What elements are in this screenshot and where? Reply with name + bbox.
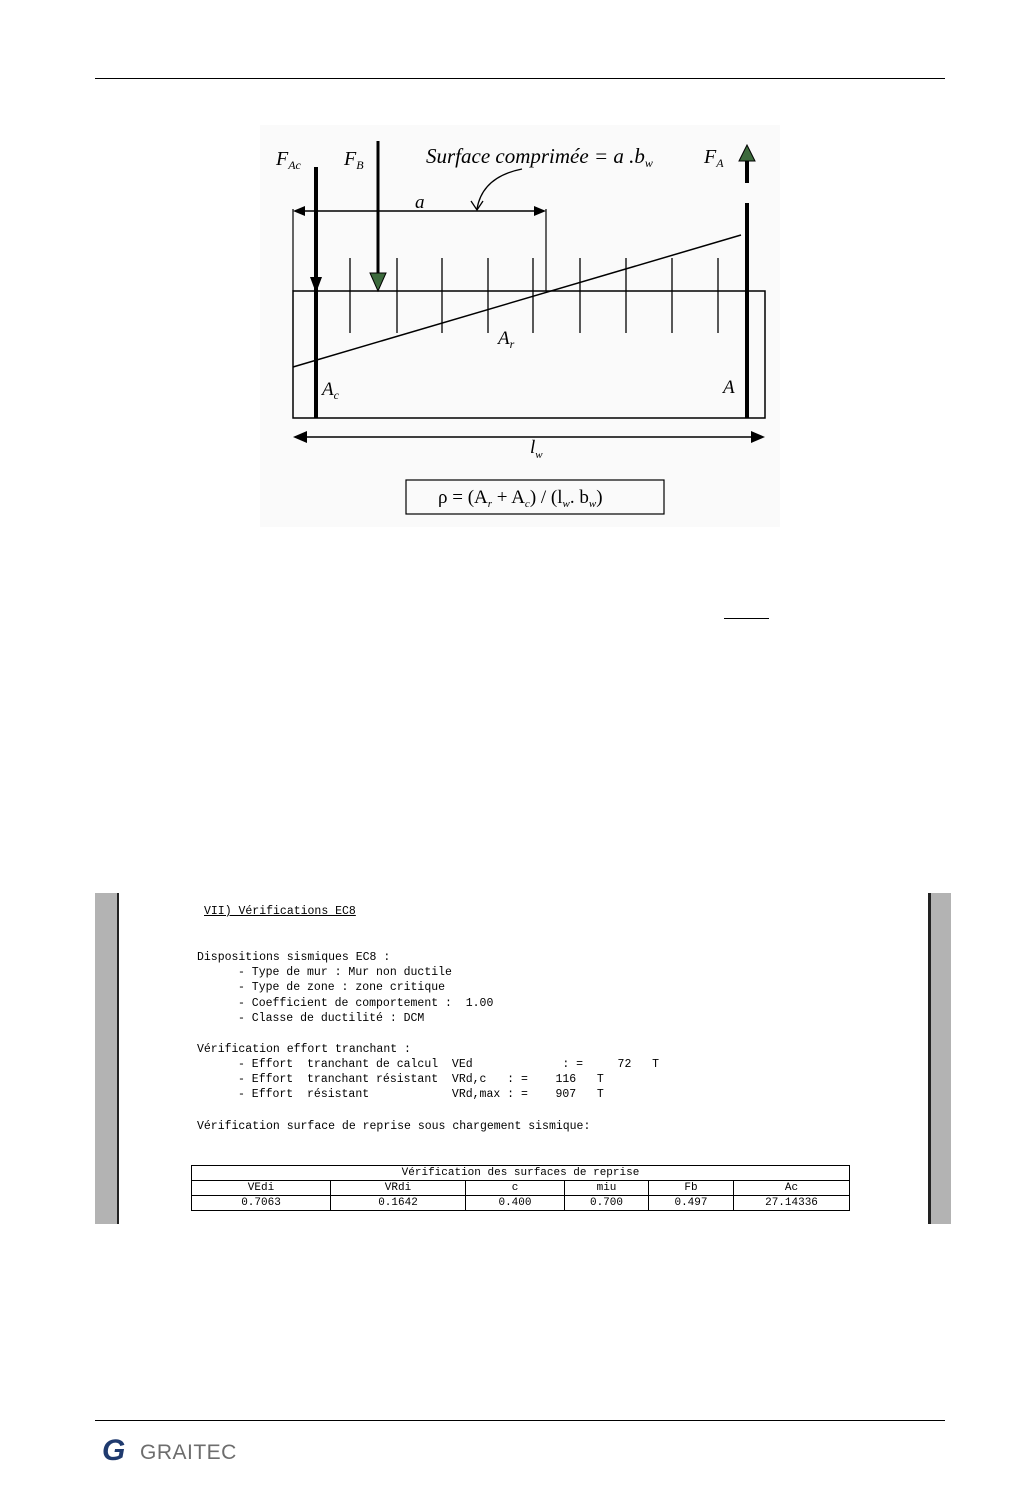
svg-text:Ac: $A_c$ [322, 379, 339, 402]
label-fac: F [276, 148, 289, 170]
label-ac: A [322, 379, 334, 400]
label-surface: Surface comprimée = a .b [426, 144, 645, 168]
graitec-logo [102, 1434, 262, 1466]
table-header-row [192, 1181, 850, 1196]
wall-diagram [260, 125, 780, 527]
table-header: VRdi [331, 1181, 466, 1196]
header-rule [95, 78, 945, 79]
svg-text:FAc: $F_{Ac}$ [276, 148, 301, 172]
disposition-item: - Type de zone : zone critique [238, 981, 446, 994]
reprise-table [191, 1165, 850, 1211]
label-lw: l [530, 437, 536, 458]
tranchant-title: Vérification effort tranchant : [197, 1043, 411, 1056]
left-margin-bar [95, 893, 117, 1224]
logo-mark: G [102, 1434, 126, 1466]
right-margin-bar [931, 893, 951, 1224]
footer-rule [95, 1420, 945, 1421]
table-row [192, 1196, 850, 1211]
report-heading: VII) Vérifications EC8 [204, 905, 356, 918]
tranchant-item: - Effort tranchant résistant VRd,c : = 116 T [238, 1073, 604, 1086]
table-cell: 0.7063 [192, 1196, 331, 1211]
svg-text:lw: $l_w$ [530, 437, 543, 461]
label-ar: A [498, 328, 510, 349]
short-rule [724, 618, 769, 619]
label-a: a [415, 192, 425, 213]
formula-text: $\rho = (A_r + A_c) / (l_w$. $b_w$) [438, 487, 603, 510]
ec8-report [95, 893, 951, 1224]
table-header: Fb [649, 1181, 734, 1196]
label-fa: F [704, 146, 717, 168]
disposition-item: - Coefficient de comportement : 1.00 [238, 997, 494, 1010]
svg-text:Surface comprimée = a .bw: Surface comprimée = a .bw [426, 144, 653, 170]
surface-title: Vérification surface de reprise sous chargement sismique: [197, 1120, 591, 1133]
table-cell: 0.700 [565, 1196, 649, 1211]
table-title: Vérification des surfaces de reprise [192, 1166, 850, 1181]
svg-text:FB: $F_B$ [344, 148, 364, 172]
table-header: Ac [734, 1181, 850, 1196]
label-a-right: A [723, 377, 735, 398]
table-cell: 0.1642 [331, 1196, 466, 1211]
label-fb: F [344, 148, 357, 170]
table-header: miu [565, 1181, 649, 1196]
table-cell: 0.497 [649, 1196, 734, 1211]
disposition-item: - Classe de ductilité : DCM [238, 1012, 425, 1025]
table-header: c [466, 1181, 565, 1196]
svg-text:FA: $F_A$ [704, 146, 724, 170]
dispositions-title: Dispositions sismiques EC8 : [197, 951, 391, 964]
svg-text:Ar: $A_r$ [498, 328, 515, 351]
table-cell: 0.400 [466, 1196, 565, 1211]
disposition-item: - Type de mur : Mur non ductile [238, 966, 452, 979]
table-cell: 27.14336 [734, 1196, 850, 1211]
tranchant-item: - Effort résistant VRd,max : = 907 T [238, 1088, 604, 1101]
tranchant-item: - Effort tranchant de calcul VEd : = 72 T [238, 1058, 659, 1071]
logo-text: GRAITEC [140, 1441, 237, 1464]
table-header: VEdi [192, 1181, 331, 1196]
